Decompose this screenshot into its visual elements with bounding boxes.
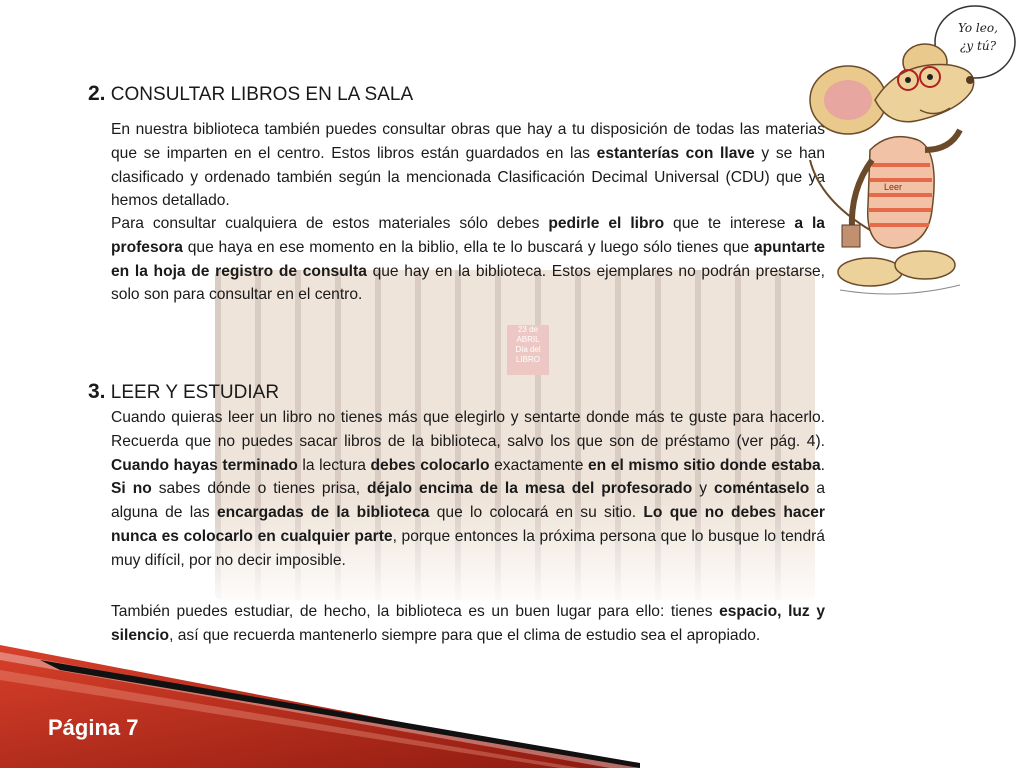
emphasis-text: apuntarte en la hoja de registro de consulta (111, 238, 825, 280)
body-text: exactamente (489, 456, 588, 474)
poster-line: 23 de (517, 325, 539, 334)
book-day-poster (507, 325, 549, 375)
body-text: , porque entonces la próxima persona que lo busque lo tendrá muy difícil, por no decir imposible. (111, 527, 825, 569)
body-text: la lectura (297, 456, 371, 474)
poster-line: LIBRO (515, 355, 540, 364)
mouse-arm-right (925, 130, 960, 150)
section-3-title: LEER Y ESTUDIAR (110, 382, 280, 403)
section-2-number: 2. (88, 82, 106, 105)
body-text: En nuestra biblioteca también puedes consultar obras que hay a tu disposición de todas las materias que se imparten en el centro. Estos libros están guardados en las (111, 121, 825, 162)
section-2-paragraph-1 (111, 118, 825, 213)
body-text: Cuando quieras leer un libro no tienes más que elegirlo y sentarte donde más te guste para hacerlo. Recuerda que no puedes sacar libros de la biblioteca, salvo los que son de préstamo (ver pág. 4). (111, 409, 825, 450)
body-text: que haya en ese momento en la biblio, ella te lo buscará y luego sólo tienes que (182, 238, 754, 256)
body-text: , así que recuerda mantenerlo siempre para que el clima de estudio sea el apropiado. (169, 626, 761, 644)
body-text: que te interese (664, 215, 795, 232)
emphasis-text: coméntaselo (714, 480, 810, 498)
section-3-number: 3. (88, 380, 106, 403)
body-text: También puedes estudiar, de hecho, la biblioteca es un buen lugar para ello: tienes (111, 603, 720, 620)
section-2-title: CONSULTAR LIBROS EN LA SALA (110, 84, 414, 105)
emphasis-text: pedirle el libro (548, 215, 665, 232)
section-2-paragraph-2 (111, 212, 825, 307)
book-icon (842, 225, 860, 247)
body-text: y (692, 480, 714, 498)
emphasis-text: en el mismo sitio donde estaba (588, 456, 821, 474)
body-text: que lo colocará en su sitio. (429, 504, 644, 522)
emphasis-text: debes colocarlo (370, 456, 490, 474)
footer-decoration (0, 640, 640, 768)
body-text: que hay en la biblioteca. Estos ejemplares no podrán prestarse, solo son para consultar en el centro. (111, 262, 825, 304)
speech-line-1: Yo leo, (958, 21, 998, 35)
page-number-label: Página 7 (48, 715, 139, 740)
mouse-tail (810, 160, 870, 230)
body-text: . (820, 456, 825, 474)
emphasis-text: encargadas de la biblioteca (216, 504, 430, 522)
section-2-heading (88, 82, 413, 106)
emphasis-text: déjalo encima de la mesa del profesorado (367, 480, 693, 498)
emphasis-text: Si no (111, 480, 152, 498)
mouse-shirt (868, 137, 934, 248)
emphasis-text: a la profesora (111, 215, 825, 256)
poster-line: Día del (515, 345, 541, 354)
reading-mouse-illustration (800, 0, 1024, 310)
mouse-nose (966, 76, 974, 84)
mouse-foot-right (895, 251, 955, 279)
mouse-head (875, 64, 974, 121)
section-3-paragraph-1 (111, 406, 825, 573)
mouse-eye (905, 77, 911, 83)
poster-line: ABRIL (516, 335, 540, 344)
emphasis-text: estanterías con llave (596, 144, 755, 162)
section-3-heading (88, 380, 279, 404)
speech-line-2: ¿y tú? (960, 39, 997, 53)
body-text: Para consultar cualquiera de estos materiales sólo debes (111, 215, 549, 232)
mouse-eye (927, 74, 933, 80)
mouse-foot-left (838, 258, 902, 286)
emphasis-text: espacio, luz y silencio (111, 603, 825, 644)
ground-shadow (840, 285, 960, 294)
body-text: y se han clasificado y ordenado también según la mencionada Clasificación Decimal Universal (CDU) que ya hemos detallado. (111, 144, 826, 210)
mouse-ear-inner (824, 80, 872, 120)
body-text: sabes dónde o tienes prisa, (151, 480, 367, 498)
body-text: a alguna de las (111, 480, 825, 522)
emphasis-text: Cuando hayas terminado (111, 456, 298, 474)
shirt-text: Leer (884, 182, 903, 192)
emphasis-text: Lo que no debes hacer nunca es colocarlo en cualquier parte (111, 504, 825, 545)
